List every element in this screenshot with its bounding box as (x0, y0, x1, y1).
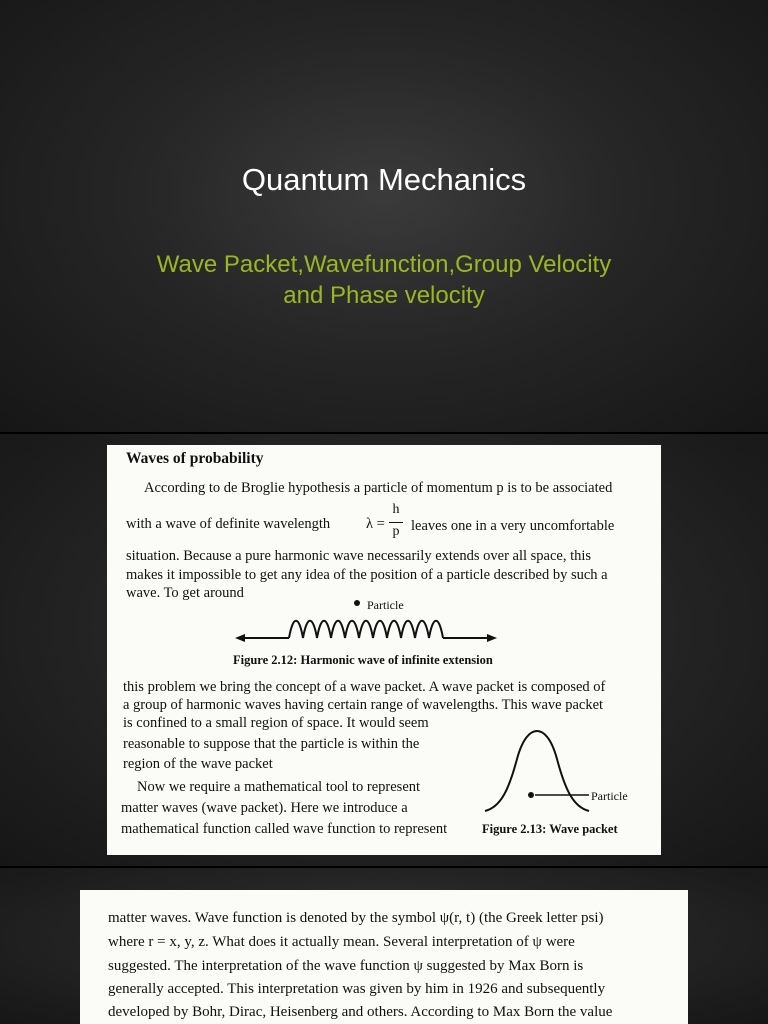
text-line: generally accepted. This interpretation was given by him in 1926 and subsequently (108, 981, 606, 997)
text-line: developed by Bohr, Dirac, Heisenberg and others. According to Max Born the value (108, 1004, 613, 1020)
subtitle-line-2: and Phase velocity (283, 282, 485, 309)
text-line: is confined to a small region of space. It would seem (123, 715, 429, 731)
formula-numerator: h (392, 502, 400, 517)
figure-caption: Figure 2.13: Wave packet (482, 822, 618, 836)
particle-label: Particle (367, 598, 404, 612)
particle-label: Particle (591, 789, 628, 803)
wave-packet-figure (481, 729, 593, 813)
title-slide (0, 0, 768, 432)
text-line: Now we require a mathematical tool to represent (137, 779, 421, 795)
text-line: situation. Because a pure harmonic wave necessarily extends over all space, this (126, 548, 592, 564)
slide-title: Quantum Mechanics (241, 162, 527, 197)
textbook-slide-1 (0, 434, 768, 866)
text-line: wave. To get around (126, 585, 244, 601)
text-line: makes it impossible to get any idea of the position of a particle described by such a (126, 567, 608, 583)
formula-denominator: p (392, 524, 400, 539)
section-heading: Waves of probability (126, 450, 264, 467)
text-line: suggested. The interpretation of the wave function ψ suggested by Max Born is (108, 958, 584, 974)
text-line: with a wave of definite wavelength (126, 516, 331, 532)
formula-lhs: λ = (366, 516, 385, 532)
scanned-page (80, 890, 688, 1024)
scanned-page (107, 445, 661, 855)
text-line: mathematical function called wave function to represent (121, 821, 448, 837)
text-line: this problem we bring the concept of a wave packet. A wave packet is composed of (123, 679, 606, 695)
text-line: region of the wave packet (123, 756, 273, 772)
fraction-bar (389, 522, 403, 523)
text-line: According to de Broglie hypothesis a particle of momentum p is to be associated (144, 480, 613, 496)
figure-caption: Figure 2.12: Harmonic wave of infinite extension (233, 653, 493, 667)
text-line: leaves one in a very uncomfortable (411, 518, 615, 534)
textbook-slide-2 (0, 868, 768, 1024)
subtitle-line-1: Wave Packet,Wavefunction,Group Velocity (156, 251, 612, 278)
text-line: matter waves. Wave function is denoted by the symbol ψ(r, t) (the Greek letter psi) (108, 910, 604, 926)
slide-subtitle (100, 249, 668, 311)
text-line: a group of harmonic waves having certain range of wavelengths. This wave packet (123, 697, 604, 713)
text-line: reasonable to suppose that the particle is within the (123, 736, 420, 752)
text-line: matter waves (wave packet). Here we introduce a (121, 800, 408, 816)
text-line: where r = x, y, z. What does it actually mean. Several interpretation of ψ were (108, 934, 575, 950)
